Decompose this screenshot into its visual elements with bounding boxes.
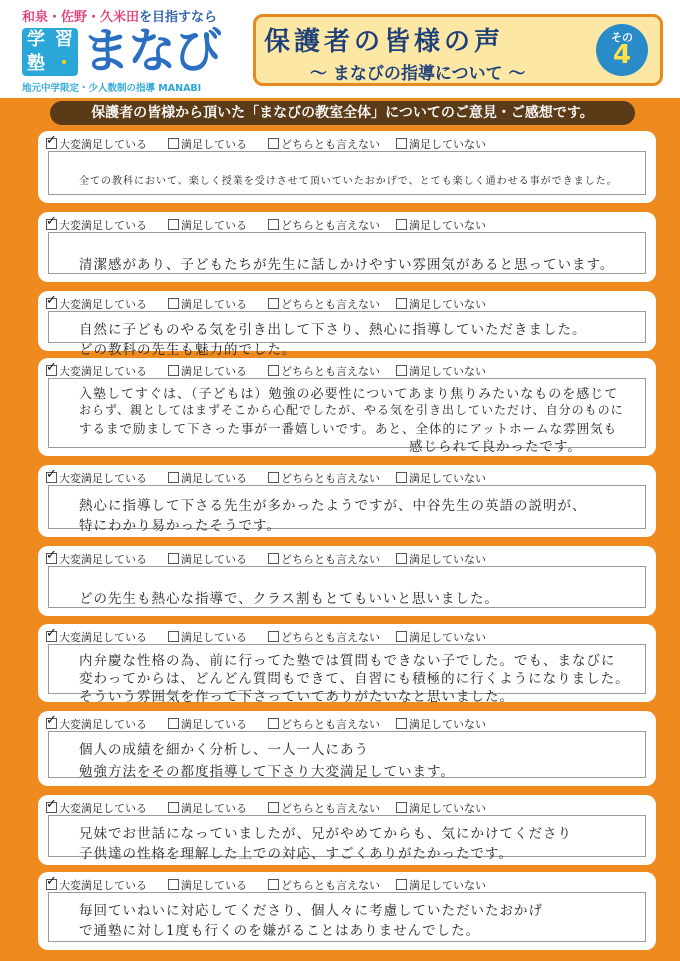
survey-card: [38, 131, 656, 203]
rating-option-label: 大変満足している: [59, 879, 147, 892]
checked-checkbox-icon[interactable]: [46, 219, 57, 230]
rating-options: [46, 136, 646, 150]
checkbox-icon[interactable]: [396, 879, 407, 890]
comment-line: するまで励まして下さった事が一番嬉しいです。あと、全体的にアットホームな雰囲気も: [79, 421, 618, 436]
rating-option[interactable]: [168, 363, 247, 379]
checked-checkbox-icon[interactable]: [46, 718, 57, 729]
checkbox-icon[interactable]: [268, 718, 279, 729]
comment-box: [48, 485, 646, 534]
survey-card: [38, 872, 656, 950]
rating-option-label: どちらとも言えない: [281, 365, 380, 378]
checked-checkbox-icon[interactable]: [46, 138, 57, 149]
rating-option[interactable]: [396, 296, 486, 312]
survey-card: [38, 212, 656, 282]
issue-badge-number: 4: [612, 40, 632, 70]
checkbox-icon[interactable]: [396, 138, 407, 149]
logo-kanji-block: [22, 28, 78, 76]
comment-box: [48, 892, 646, 942]
checkbox-icon[interactable]: [168, 879, 179, 890]
rating-option[interactable]: [168, 296, 247, 312]
comment-line: 毎回ていねいに対応してくださり、個人々に考慮していただいたおかげ: [79, 903, 543, 919]
comment-line: 個人の成績を細かく分析し、一人一人にあう: [79, 742, 369, 758]
checkbox-icon[interactable]: [396, 219, 407, 230]
checkbox-icon[interactable]: [268, 802, 279, 813]
survey-card: [38, 795, 656, 865]
comment-line: どの教科の先生も魅力的でした。: [79, 342, 297, 358]
checkbox-icon[interactable]: [268, 879, 279, 890]
comment-box: [48, 566, 646, 608]
checkbox-icon[interactable]: [396, 553, 407, 564]
checkbox-icon[interactable]: [268, 472, 279, 483]
rating-option-label: 大変満足している: [59, 718, 147, 731]
comment-line: 入塾してすぐは、（子どもは）勉強の必要性についてあまり焦りみたいなものを感じて: [79, 387, 619, 402]
checkbox-icon[interactable]: [396, 298, 407, 309]
comment-box: [48, 151, 646, 195]
rating-option[interactable]: [46, 716, 147, 732]
comment-line: 熱心に指導して下さる先生が多かったようですが、中谷先生の英語の説明が、: [79, 498, 587, 514]
comment-line: 特にわかり易かったそうです。: [79, 518, 281, 534]
comment-box: [48, 731, 646, 778]
rating-option[interactable]: [268, 296, 380, 312]
checkbox-icon[interactable]: [396, 472, 407, 483]
comment-line: 感じられて良かったです。: [409, 439, 582, 455]
logo-kanji-4: ・: [55, 53, 73, 74]
logo-subline: 地元中学限定・少人数制の指導 MANABI: [22, 83, 202, 94]
logo-kanji-3: 塾: [27, 53, 45, 74]
checkbox-icon[interactable]: [268, 219, 279, 230]
survey-card: [38, 624, 656, 705]
issue-badge-label: その: [611, 31, 633, 44]
rating-option-label: 満足している: [181, 553, 247, 566]
rating-option[interactable]: [46, 136, 147, 152]
comment-line: 清潔感があり、子どもたちが先生に話しかけやすい雰囲気があると思っています。: [79, 257, 615, 273]
page-title: 保護者の皆様の声: [264, 27, 505, 57]
rating-option[interactable]: [396, 363, 486, 379]
rating-option-label: 満足していない: [409, 553, 486, 566]
rating-option-label: 満足していない: [409, 138, 486, 151]
intro-banner: 保護者の皆様から頂いた「まなびの教室全体」についてのご意見・ご感想です。: [50, 101, 635, 125]
rating-option[interactable]: [396, 136, 486, 152]
rating-option[interactable]: [268, 217, 380, 233]
rating-options: [46, 217, 646, 231]
rating-option-label: 大変満足している: [59, 802, 147, 815]
rating-option[interactable]: [268, 470, 380, 486]
comment-line: で通塾に対し1度も行くのを嫌がることはありませんでした。: [79, 923, 481, 939]
rating-options: [46, 716, 646, 730]
logo-tagline-suffix: を目指すなら: [139, 10, 218, 25]
rating-option[interactable]: [268, 716, 380, 732]
rating-option[interactable]: [46, 470, 147, 486]
rating-option[interactable]: [168, 877, 247, 893]
rating-option[interactable]: [46, 800, 147, 816]
rating-option-label: 大変満足している: [59, 472, 147, 485]
rating-option[interactable]: [268, 551, 380, 567]
checkbox-icon[interactable]: [396, 718, 407, 729]
survey-card: [38, 465, 656, 537]
rating-option[interactable]: [268, 363, 380, 379]
rating-option-label: 大変満足している: [59, 365, 147, 378]
checkbox-icon[interactable]: [168, 298, 179, 309]
rating-option[interactable]: [396, 800, 486, 816]
rating-option[interactable]: [168, 716, 247, 732]
rating-option-label: 大変満足している: [59, 631, 147, 644]
issue-badge: [596, 24, 648, 76]
checkbox-icon[interactable]: [168, 553, 179, 564]
comment-line: 兄妹でお世話になっていましたが、兄がやめてからも、気にかけてくださり: [79, 826, 572, 842]
rating-option-label: 満足している: [181, 365, 247, 378]
rating-option-label: 満足していない: [409, 472, 486, 485]
rating-option[interactable]: [168, 217, 247, 233]
comment-box: [48, 232, 646, 274]
logo-wordmark: まなび: [82, 23, 221, 79]
rating-option[interactable]: [396, 551, 486, 567]
rating-option[interactable]: [46, 551, 147, 567]
rating-option[interactable]: [268, 877, 380, 893]
rating-option-label: どちらとも言えない: [281, 879, 380, 892]
comment-line: 自然に子どものやる気を引き出して下さり、熱心に指導していただきました。: [79, 322, 587, 338]
checkbox-icon[interactable]: [268, 553, 279, 564]
rating-option-label: 満足している: [181, 138, 247, 151]
rating-options: [46, 551, 646, 565]
page-subtitle: ～ まなびの指導について ～: [310, 64, 526, 84]
survey-card: [38, 358, 656, 456]
checkbox-icon[interactable]: [268, 365, 279, 376]
rating-option-label: 満足している: [181, 631, 247, 644]
logo-kanji-2: 習: [55, 29, 73, 50]
comment-line: そういう雰囲気を作って下さっていてありがたいなと思いました。: [79, 689, 514, 705]
rating-option[interactable]: [168, 629, 247, 645]
rating-option-label: どちらとも言えない: [281, 631, 380, 644]
checkbox-icon[interactable]: [268, 298, 279, 309]
rating-option-label: どちらとも言えない: [281, 718, 380, 731]
comment-line: 内弁慶な性格の為、前に行ってた塾では質問もできない子でした。でも、まなびに: [79, 653, 616, 669]
checkbox-icon[interactable]: [396, 802, 407, 813]
rating-option[interactable]: [268, 629, 380, 645]
rating-option-label: 満足していない: [409, 298, 486, 311]
rating-option[interactable]: [46, 629, 147, 645]
rating-option-label: 満足している: [181, 219, 247, 232]
checkbox-icon[interactable]: [168, 718, 179, 729]
checkbox-icon[interactable]: [168, 219, 179, 230]
comment-line: おらず、親としてはまずそこから心配でしたが、やる気を引き出していただけ、自分のものに: [79, 403, 624, 417]
checkbox-icon[interactable]: [396, 631, 407, 642]
rating-option-label: 満足している: [181, 298, 247, 311]
comment-line: 変わってからは、どんどん質問もできて、自習にも積極的に行くようになりました。: [79, 671, 630, 687]
rating-options: [46, 877, 646, 891]
comment-box: [48, 644, 646, 705]
rating-option-label: 大変満足している: [59, 298, 147, 311]
rating-option-label: どちらとも言えない: [281, 298, 380, 311]
checkbox-icon[interactable]: [168, 365, 179, 376]
rating-option[interactable]: [46, 877, 147, 893]
rating-options: [46, 800, 646, 814]
rating-options: [46, 363, 646, 377]
rating-option[interactable]: [46, 296, 147, 312]
rating-option-label: どちらとも言えない: [281, 472, 380, 485]
checkbox-icon[interactable]: [396, 365, 407, 376]
checkbox-icon[interactable]: [168, 802, 179, 813]
checked-checkbox-icon[interactable]: [46, 553, 57, 564]
rating-option-label: 満足している: [181, 879, 247, 892]
rating-option-label: どちらとも言えない: [281, 802, 380, 815]
rating-option[interactable]: [46, 363, 147, 379]
rating-option[interactable]: [396, 470, 486, 486]
rating-option[interactable]: [168, 800, 247, 816]
checkbox-icon[interactable]: [168, 138, 179, 149]
rating-option[interactable]: [396, 217, 486, 233]
comment-line: 子供達の性格を理解した上での対応、すごくありがたかったです。: [79, 846, 513, 862]
rating-option-label: 満足していない: [409, 631, 486, 644]
rating-options: [46, 296, 646, 310]
checked-checkbox-icon[interactable]: [46, 472, 57, 483]
rating-option-label: 満足していない: [409, 879, 486, 892]
checked-checkbox-icon[interactable]: [46, 631, 57, 642]
checked-checkbox-icon[interactable]: [46, 365, 57, 376]
rating-option-label: どちらとも言えない: [281, 219, 380, 232]
rating-option[interactable]: [268, 800, 380, 816]
logo-kanji-1: 学: [27, 29, 45, 50]
rating-option[interactable]: [168, 136, 247, 152]
comment-box: [48, 311, 646, 358]
rating-option-label: 大変満足している: [59, 138, 147, 151]
rating-options: [46, 629, 646, 643]
checkbox-icon[interactable]: [168, 631, 179, 642]
comment-line: 全ての教科において、楽しく授業を受けさせて頂いていたおかげで、とても楽しく通わせる事ができました。: [79, 176, 618, 187]
checkbox-icon[interactable]: [268, 631, 279, 642]
comment-box: [48, 815, 646, 862]
rating-option-label: 満足していない: [409, 365, 486, 378]
logo-tagline-areas: 和泉・佐野・久米田: [22, 10, 140, 25]
checked-checkbox-icon[interactable]: [46, 879, 57, 890]
header: [0, 0, 680, 98]
rating-option-label: 満足している: [181, 472, 247, 485]
rating-option[interactable]: [396, 716, 486, 732]
comment-line: 勉強方法をその都度指導して下さり大変満足しています。: [79, 764, 455, 780]
rating-option-label: 大変満足している: [59, 219, 147, 232]
rating-options: [46, 470, 646, 484]
rating-option[interactable]: [396, 877, 486, 893]
rating-option[interactable]: [396, 629, 486, 645]
rating-option[interactable]: [46, 217, 147, 233]
rating-option-label: 満足していない: [409, 802, 486, 815]
survey-card: [38, 711, 656, 786]
checked-checkbox-icon[interactable]: [46, 298, 57, 309]
rating-option-label: 大変満足している: [59, 553, 147, 566]
rating-option-label: どちらとも言えない: [281, 553, 380, 566]
rating-option[interactable]: [168, 470, 247, 486]
comment-line: どの先生も熱心な指導で、クラス割もとてもいいと思いました。: [79, 591, 499, 607]
checked-checkbox-icon[interactable]: [46, 802, 57, 813]
survey-card: [38, 546, 656, 616]
rating-option-label: どちらとも言えない: [281, 138, 380, 151]
survey-card: [38, 291, 656, 358]
checkbox-icon[interactable]: [268, 138, 279, 149]
comment-box: [48, 378, 646, 455]
rating-option-label: 満足していない: [409, 718, 486, 731]
rating-option-label: 満足している: [181, 718, 247, 731]
rating-option[interactable]: [268, 136, 380, 152]
rating-option-label: 満足していない: [409, 219, 486, 232]
rating-option-label: 満足している: [181, 802, 247, 815]
rating-option[interactable]: [168, 551, 247, 567]
checkbox-icon[interactable]: [168, 472, 179, 483]
